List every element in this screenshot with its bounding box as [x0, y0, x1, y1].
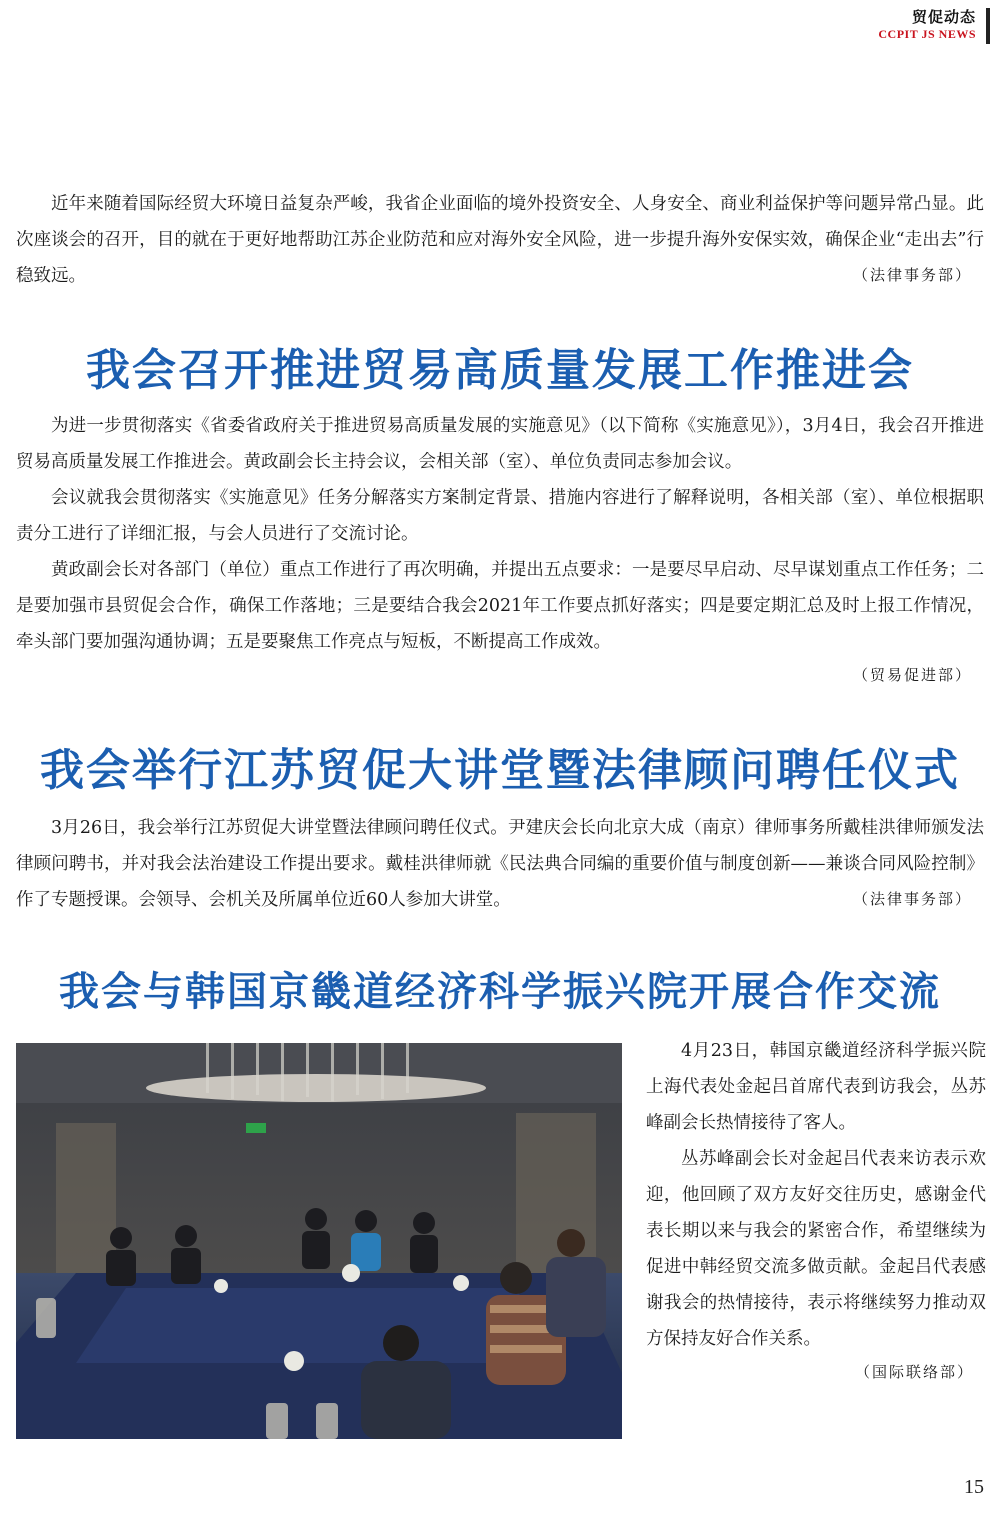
section3-title: 我会与韩国京畿道经济科学振兴院开展合作交流: [59, 968, 941, 1015]
section1-body: [16, 408, 984, 690]
section-continuation: [16, 186, 984, 290]
section2-signature: （法律事务部）: [852, 890, 972, 908]
section2-title: 我会举行江苏贸促大讲堂暨法律顾问聘任仪式: [40, 745, 960, 796]
header-title-en: CCPIT JS NEWS: [878, 27, 976, 41]
section1-signature: （贸易促进部）: [852, 666, 972, 684]
meeting-photo: [16, 1043, 622, 1439]
section2-paragraph: 3月26日，我会举行江苏贸促大讲堂暨法律顾问聘任仪式。尹建庆会长向北京大成（南京）律师事务所戴桂洪律师颁发法律顾问聘书，并对我会法治建设工作提出要求。戴桂洪律师就《民法典合同编的重要价值与制度创新——兼谈合同风险控制》作了专题授课。会领导、会机关及所属单位近60人参加大讲堂。: [16, 818, 984, 910]
section2-body: [16, 810, 984, 914]
page-header: [780, 0, 1000, 50]
section3-paragraph-1: 4月23日，韩国京畿道经济科学振兴院上海代表处金起吕首席代表到访我会，丛苏峰副会长热情接待了客人。: [646, 1041, 986, 1133]
section1-paragraph-3: 黄政副会长对各部门（单位）重点工作进行了再次明确，并提出五点要求：一是要尽早启动、尽早谋划重点工作任务；二是要加强市县贸促会合作，确保工作落地；三是要结合我会2021年工作要点抓好落实；四是要定期汇总及时上报工作情况，牵头部门要加强沟通协调；五是要聚焦工作亮点与短板，不断提高工作成效。: [16, 560, 984, 652]
section1-title: 我会召开推进贸易高质量发展工作推进会: [86, 345, 914, 396]
section3-body: [646, 1033, 986, 1387]
continuation-paragraph: 近年来随着国际经贸大环境日益复杂严峻，我省企业面临的境外投资安全、人身安全、商业利益保护等问题异常凸显。此次座谈会的召开，目的就在于更好地帮助江苏企业防范和应对海外安全风险，进一步提升海外安保实效，确保企业“走出去”行稳致远。: [16, 194, 984, 286]
header-title-cn: 贸促动态: [911, 8, 976, 26]
section1-paragraph-2: 会议就我会贯彻落实《实施意见》任务分解落实方案制定背景、措施内容进行了解释说明，各相关部（室）、单位根据职责分工进行了详细汇报，与会人员进行了交流讨论。: [16, 488, 984, 544]
continuation-signature: （法律事务部）: [852, 266, 972, 284]
section3-paragraph-2: 丛苏峰副会长对金起吕代表来访表示欢迎，他回顾了双方友好交往历史，感谢金代表长期以来与我会的紧密合作，希望继续为促进中韩经贸交流多做贡献。金起吕代表感谢我会的热情接待，表示将继续努力推动双方保持友好合作关系。: [646, 1149, 986, 1349]
page-number: 15: [964, 1476, 984, 1498]
section3-signature: （国际联络部）: [854, 1363, 974, 1381]
section1-paragraph-1: 为进一步贯彻落实《省委省政府关于推进贸易高质量发展的实施意见》（以下简称《实施意见》），3月4日，我会召开推进贸易高质量发展工作推进会。黄政副会长主持会议，会相关部（室）、单位负责同志参加会议。: [16, 416, 984, 472]
header-divider: [986, 8, 990, 44]
